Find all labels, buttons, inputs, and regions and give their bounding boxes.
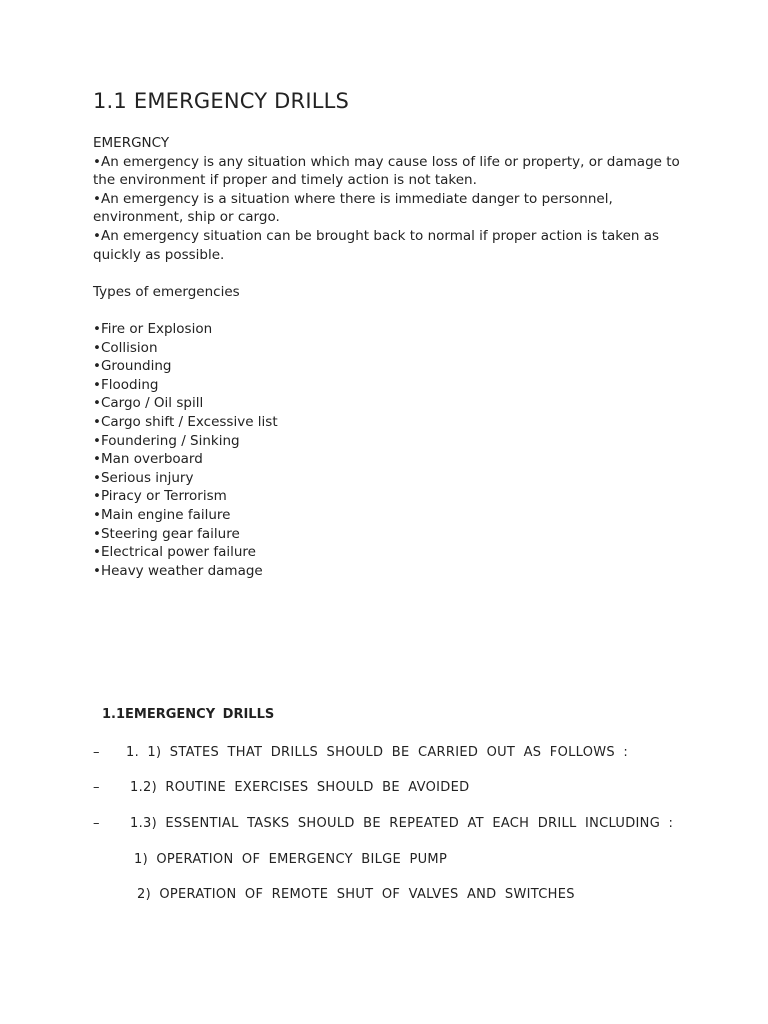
paragraph-line: quickly as possible. xyxy=(93,246,225,263)
list-item: •Grounding xyxy=(93,358,172,375)
types-heading: Types of emergencies xyxy=(93,284,240,300)
paragraph-line: •An emergency is any situation which may cause loss of life or property, or damage to xyxy=(93,153,680,170)
dash-bullet: – xyxy=(93,816,100,831)
drill-rule: 1.3) ESSENTIAL TASKS SHOULD BE REPEATED AT EACH DRILL INCLUDING : xyxy=(130,816,674,831)
drill-rule: 1.2) ROUTINE EXERCISES SHOULD BE AVOIDED xyxy=(130,780,470,795)
list-item: •Flooding xyxy=(93,376,159,393)
list-item: •Foundering / Sinking xyxy=(93,432,240,449)
paragraph-line: •An emergency is a situation where there is immediate danger to personnel, xyxy=(93,190,613,207)
paragraph-line: •An emergency situation can be brought back to normal if proper action is taken as xyxy=(93,227,660,244)
emergency-definition-paragraph xyxy=(93,134,683,264)
paragraph-line: EMERGNCY xyxy=(93,135,170,151)
list-item: •Piracy or Terrorism xyxy=(93,488,227,505)
list-item: •Electrical power failure xyxy=(93,544,256,561)
list-item: •Cargo / Oil spill xyxy=(93,395,204,412)
drill-subitem: 1) OPERATION OF EMERGENCY BILGE PUMP xyxy=(134,852,448,867)
list-item: •Man overboard xyxy=(93,451,203,468)
list-item: •Main engine failure xyxy=(93,506,231,523)
section-heading: 1.1EMERGENCY DRILLS xyxy=(102,707,275,722)
paragraph-line: the environment if proper and timely action is not taken. xyxy=(93,172,477,189)
list-item: •Collision xyxy=(93,339,158,356)
drill-rule: 1. 1) STATES THAT DRILLS SHOULD BE CARRIED OUT AS FOLLOWS : xyxy=(126,745,629,760)
list-item: •Fire or Explosion xyxy=(93,321,213,337)
list-item: •Steering gear failure xyxy=(93,525,240,542)
emergency-types-list xyxy=(93,320,278,580)
list-item: •Serious injury xyxy=(93,469,194,486)
page-title: 1.1 EMERGENCY DRILLS xyxy=(93,89,350,113)
paragraph-line: environment, ship or cargo. xyxy=(93,209,280,226)
drill-subitem: 2) OPERATION OF REMOTE SHUT OF VALVES AND SWITCHES xyxy=(137,887,575,902)
list-item: •Heavy weather damage xyxy=(93,562,263,579)
dash-bullet: – xyxy=(93,745,100,760)
dash-bullet: – xyxy=(93,780,100,795)
list-item: •Cargo shift / Excessive list xyxy=(93,413,278,430)
